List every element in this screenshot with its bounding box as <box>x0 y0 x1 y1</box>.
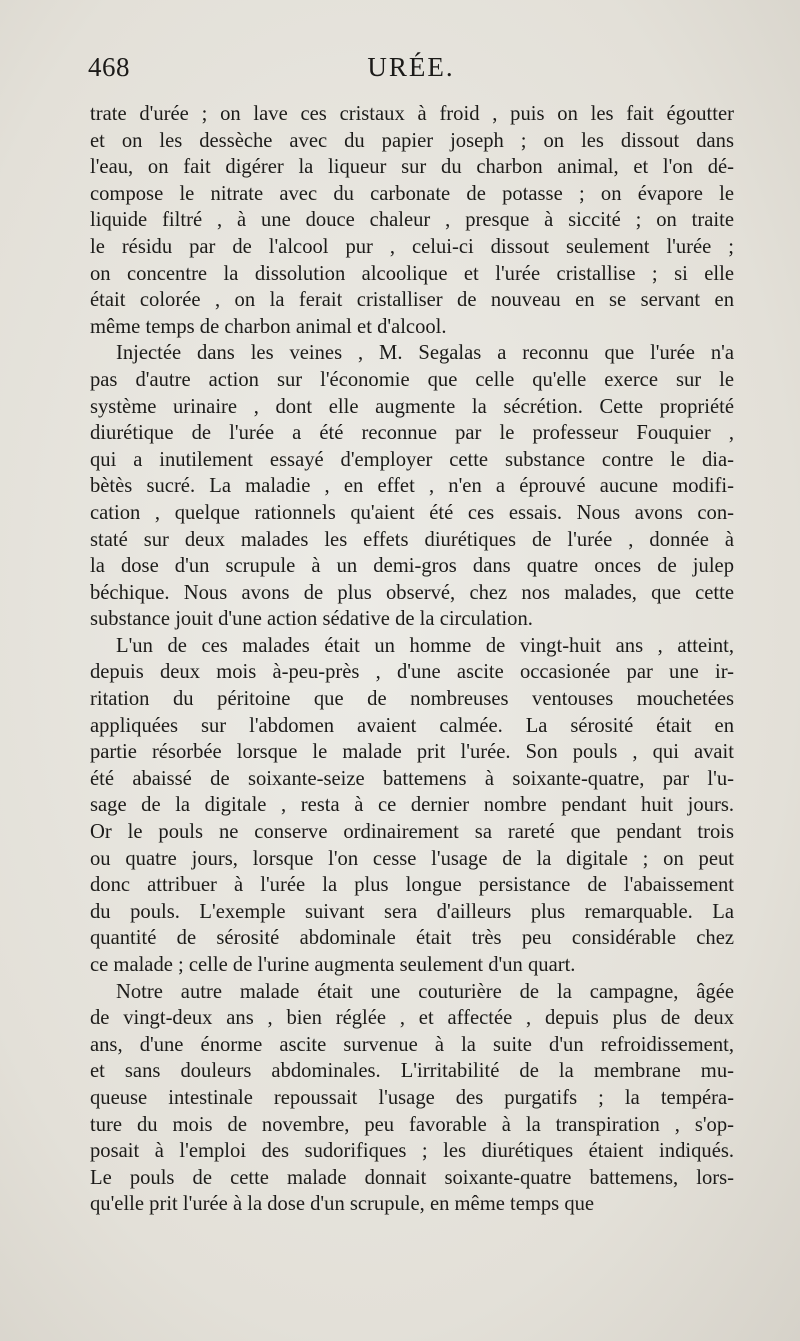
paragraph <box>90 979 734 1218</box>
text-line: était colorée , on la ferait cristalliser de nouveau en se servant en <box>90 289 734 312</box>
text-line: on concentre la dissolution alcoolique et l'urée cristallise ; si elle <box>90 262 734 285</box>
text-line: été abaissé de soixante-seize battemens à soixante-quatre, par l'u- <box>90 767 734 790</box>
text-line: queuse intestinale repoussait l'usage des purgatifs ; la tempéra- <box>90 1086 734 1109</box>
text-line: système urinaire , dont elle augmente la sécrétion. Cette propriété <box>90 395 734 418</box>
text-line: même temps de charbon animal et d'alcool. <box>90 315 447 338</box>
text-line: diurétique de l'urée a été reconnue par le professeur Fouquier , <box>90 422 734 445</box>
text-line: ou quatre jours, lorsque l'on cesse l'usage de la digitale ; on peut <box>90 847 734 870</box>
text-line: de vingt-deux ans , bien réglée , et affectée , depuis plus de deux <box>90 1007 734 1030</box>
page-header <box>88 52 734 92</box>
text-line: sage de la digitale , resta à ce dernier nombre pendant huit jours. <box>90 794 734 817</box>
text-line: qui a inutilement essayé d'employer cette substance contre le dia- <box>90 448 734 471</box>
text-line: compose le nitrate avec du carbonate de potasse ; on évapore le <box>90 182 734 205</box>
text-line: ce malade ; celle de l'urine augmenta seulement d'un quart. <box>90 954 576 976</box>
text-line: ans, d'une énorme ascite survenue à la suite d'un refroidissement, <box>90 1033 734 1056</box>
text-line: béchique. Nous avons de plus observé, chez nos malades, que cette <box>90 581 734 604</box>
text-line: ritation du péritoine que de nombreuses ventouses mouchetées <box>90 688 734 711</box>
text-line: donc attribuer à l'urée la plus longue persistance de l'abaissement <box>90 874 734 897</box>
text-line: partie résorbée lorsque le malade prit l'urée. Son pouls , qui avait <box>90 741 734 764</box>
text-line: substance jouit d'une action sédative de la circulation. <box>90 608 533 631</box>
text-line: staté sur deux malades les effets diurétiques de l'urée , donnée à <box>90 528 734 551</box>
text-line: Le pouls de cette malade donnait soixante-quatre battemens, lors- <box>90 1166 734 1189</box>
text-line: et on les dessèche avec du papier joseph ; on les dissout dans <box>90 129 734 152</box>
text-line: ture du mois de novembre, peu favorable à la transpiration , s'op- <box>90 1113 734 1136</box>
text-line: le résidu par de l'alcool pur , celui-ci dissout seulement l'urée ; <box>90 235 734 258</box>
body-text <box>90 101 734 1218</box>
text-line: cation , quelque rationnels qu'aient été ces essais. Nous avons con- <box>90 501 734 524</box>
text-line: depuis deux mois à-peu-près , d'une ascite occasionée par une ir- <box>90 661 734 684</box>
text-line: du pouls. L'exemple suivant sera d'ailleurs plus remarquable. La <box>90 900 734 923</box>
text-line: l'eau, on fait digérer la liqueur sur du charbon animal, et l'on dé- <box>90 156 734 179</box>
text-line: L'un de ces malades était un homme de vingt-huit ans , atteint, <box>116 634 734 657</box>
text-line: qu'elle prit l'urée à la dose d'un scrupule, en même temps que <box>90 1193 595 1216</box>
text-line: Notre autre malade était une couturière de la campagne, âgée <box>116 980 734 1003</box>
text-line: appliquées sur l'abdomen avaient calmée. La sérosité était en <box>90 714 734 737</box>
paragraph <box>90 633 734 979</box>
text-line: pas d'autre action sur l'économie que celle qu'elle exerce sur le <box>90 368 734 391</box>
running-title: URÉE. <box>367 52 455 82</box>
paragraph <box>90 101 734 340</box>
text-line: quantité de sérosité abdominale était très peu considérable chez <box>90 927 734 950</box>
text-line: posait à l'emploi des sudorifiques ; les diurétiques étaient indiqués. <box>90 1140 734 1163</box>
text-line: Injectée dans les veines , M. Segalas a reconnu que l'urée n'a <box>116 342 734 365</box>
text-line: et sans douleurs abdominales. L'irritabilité de la membrane mu- <box>90 1060 734 1083</box>
text-line: bètès sucré. La maladie , en effet , n'en a éprouvé aucune modifi- <box>90 475 734 498</box>
text-line: la dose d'un scrupule à un demi-gros dans quatre onces de julep <box>90 555 734 578</box>
text-line: trate d'urée ; on lave ces cristaux à froid , puis on les fait égoutter <box>90 103 734 125</box>
text-line: liquide filtré , à une douce chaleur , presque à siccité ; on traite <box>90 209 734 232</box>
text-line: Or le pouls ne conserve ordinairement sa rareté que pendant trois <box>90 821 734 844</box>
paragraph <box>90 340 734 633</box>
page-number: 468 <box>88 52 130 82</box>
